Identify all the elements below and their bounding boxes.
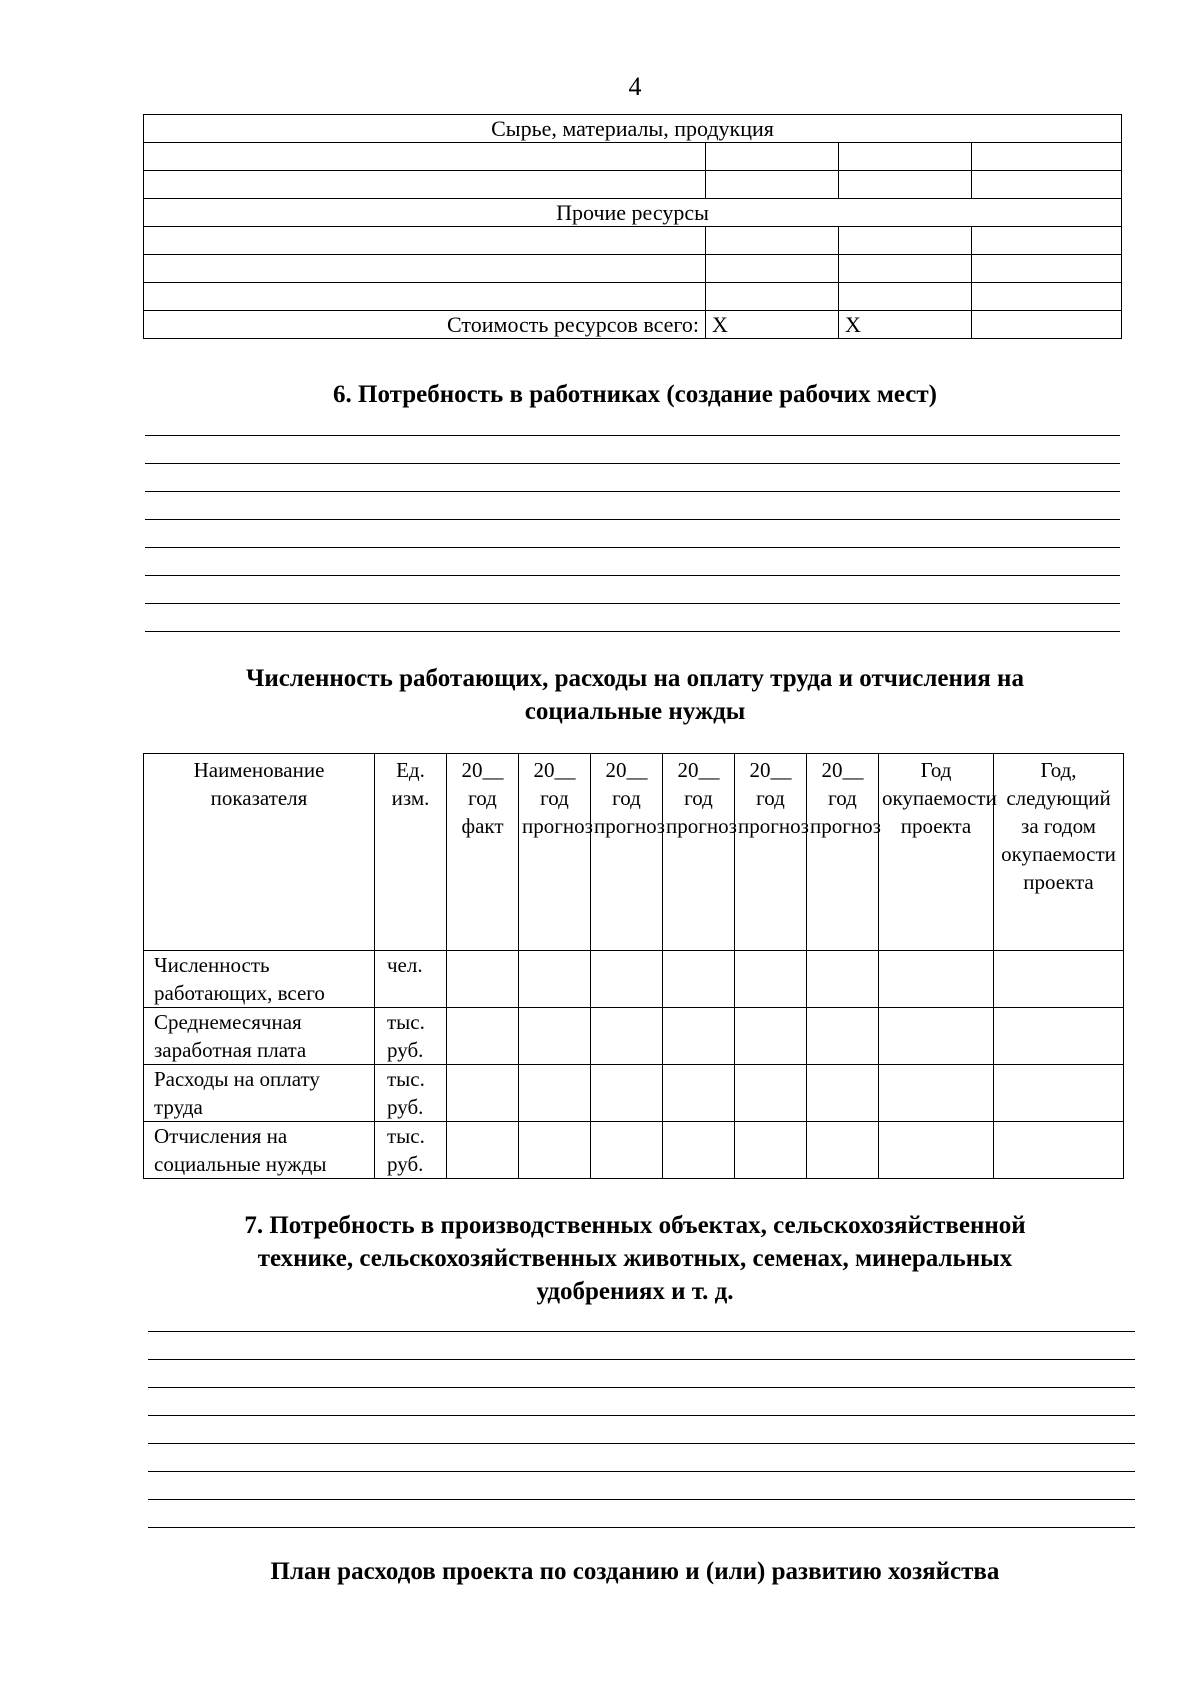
table-cell[interactable]: [706, 283, 839, 311]
value-cell[interactable]: [994, 1122, 1124, 1179]
writing-line[interactable]: [145, 631, 1120, 632]
table-row: [144, 171, 1122, 199]
writing-line[interactable]: [148, 1499, 1135, 1500]
table-row: [144, 1122, 1124, 1179]
table-cell[interactable]: [839, 143, 972, 171]
writing-line[interactable]: [148, 1415, 1135, 1416]
col-header-unit: Ед. изм.: [375, 754, 447, 951]
employees-table: [143, 753, 1124, 1179]
table-cell[interactable]: [972, 255, 1122, 283]
row-unit: тыс. руб.: [375, 1008, 447, 1065]
resources-table: [143, 114, 1122, 339]
value-cell[interactable]: [994, 951, 1124, 1008]
writing-line[interactable]: [145, 463, 1120, 464]
value-cell[interactable]: [735, 1008, 807, 1065]
writing-line[interactable]: [148, 1443, 1135, 1444]
table-cell[interactable]: [144, 227, 706, 255]
section6-heading: 6. Потребность в работниках (создание рабочих мест): [333, 381, 937, 408]
section7-heading-line1: 7. Потребность в производственных объектах, сельскохозяйственной: [244, 1212, 1026, 1239]
writing-line[interactable]: [145, 547, 1120, 548]
value-cell[interactable]: [879, 1065, 994, 1122]
writing-line[interactable]: [145, 575, 1120, 576]
value-cell[interactable]: [447, 951, 519, 1008]
col-header-forecast: 20__ год прогноз: [807, 754, 879, 951]
employees-heading-line2: социальные нужды: [524, 698, 746, 725]
total-value-cell[interactable]: [972, 311, 1122, 339]
col-header-next-year: Год, следующий за годом окупаемости проекта: [994, 754, 1124, 951]
total-col3: Х: [839, 311, 972, 339]
table-cell[interactable]: [706, 227, 839, 255]
value-cell[interactable]: [447, 1065, 519, 1122]
table-row: [144, 283, 1122, 311]
value-cell[interactable]: [663, 1008, 735, 1065]
total-row: [144, 311, 1122, 339]
value-cell[interactable]: [994, 1008, 1124, 1065]
value-cell[interactable]: [807, 1122, 879, 1179]
col-header-forecast: 20__ год прогноз: [519, 754, 591, 951]
value-cell[interactable]: [447, 1122, 519, 1179]
table-header-row: [144, 754, 1124, 951]
writing-line[interactable]: [145, 435, 1120, 436]
section-raw-materials: Сырье, материалы, продукция: [144, 115, 1122, 143]
col-header-fact: 20__ год факт: [447, 754, 519, 951]
table-cell[interactable]: [972, 171, 1122, 199]
value-cell[interactable]: [663, 1122, 735, 1179]
writing-line[interactable]: [145, 491, 1120, 492]
value-cell[interactable]: [807, 1065, 879, 1122]
plan-heading: План расходов проекта по созданию и (или) развитию хозяйства: [270, 1558, 1000, 1585]
table-cell[interactable]: [839, 255, 972, 283]
table-cell[interactable]: [706, 255, 839, 283]
table-cell[interactable]: [144, 143, 706, 171]
table-row: [144, 199, 1122, 227]
section7-heading: [0, 1209, 1200, 1308]
table-cell[interactable]: [144, 255, 706, 283]
table-row: [144, 951, 1124, 1008]
col-header-forecast: 20__ год прогноз: [591, 754, 663, 951]
total-label: Стоимость ресурсов всего:: [144, 311, 706, 339]
value-cell[interactable]: [591, 1122, 663, 1179]
row-label: Отчисления на социальные нужды: [144, 1122, 375, 1179]
value-cell[interactable]: [519, 1122, 591, 1179]
value-cell[interactable]: [591, 951, 663, 1008]
value-cell[interactable]: [879, 1122, 994, 1179]
table-row: [144, 143, 1122, 171]
value-cell[interactable]: [735, 1065, 807, 1122]
total-col2: Х: [706, 311, 839, 339]
table-row: [144, 1008, 1124, 1065]
value-cell[interactable]: [735, 1122, 807, 1179]
row-label: Расходы на оплату труда: [144, 1065, 375, 1122]
value-cell[interactable]: [519, 951, 591, 1008]
row-label: Численность работающих, всего: [144, 951, 375, 1008]
table-cell[interactable]: [972, 227, 1122, 255]
value-cell[interactable]: [663, 1065, 735, 1122]
col-header-name: Наименование показателя: [144, 754, 375, 951]
writing-line[interactable]: [148, 1471, 1135, 1472]
page-number: 4: [628, 72, 642, 101]
value-cell[interactable]: [591, 1008, 663, 1065]
table-cell[interactable]: [706, 171, 839, 199]
value-cell[interactable]: [994, 1065, 1124, 1122]
writing-line[interactable]: [145, 603, 1120, 604]
table-cell[interactable]: [972, 283, 1122, 311]
writing-line[interactable]: [148, 1387, 1135, 1388]
value-cell[interactable]: [519, 1065, 591, 1122]
table-cell[interactable]: [839, 283, 972, 311]
value-cell[interactable]: [663, 951, 735, 1008]
section-other-resources: Прочие ресурсы: [144, 199, 1122, 227]
value-cell[interactable]: [735, 951, 807, 1008]
col-header-payback: Год окупаемости проекта: [879, 754, 994, 951]
writing-line[interactable]: [148, 1331, 1135, 1332]
writing-line[interactable]: [145, 519, 1120, 520]
employees-heading-line1: Численность работающих, расходы на оплату труда и отчисления на: [246, 665, 1024, 692]
table-cell[interactable]: [144, 283, 706, 311]
table-cell[interactable]: [706, 143, 839, 171]
col-header-forecast: 20__ год прогноз: [735, 754, 807, 951]
value-cell[interactable]: [879, 1008, 994, 1065]
value-cell[interactable]: [879, 951, 994, 1008]
section7-heading-line3: удобрениях и т. д.: [536, 1278, 734, 1305]
table-row: [144, 227, 1122, 255]
table-cell[interactable]: [839, 227, 972, 255]
col-header-forecast: 20__ год прогноз: [663, 754, 735, 951]
value-cell[interactable]: [519, 1008, 591, 1065]
value-cell[interactable]: [807, 951, 879, 1008]
row-unit: тыс. руб.: [375, 1122, 447, 1179]
row-label: Среднемесячная заработная плата: [144, 1008, 375, 1065]
section7-heading-line2: технике, сельскохозяйственных животных, семенах, минеральных: [257, 1245, 1013, 1272]
row-unit: чел.: [375, 951, 447, 1008]
table-cell[interactable]: [144, 171, 706, 199]
value-cell[interactable]: [447, 1008, 519, 1065]
table-cell[interactable]: [839, 171, 972, 199]
row-unit: тыс. руб.: [375, 1065, 447, 1122]
table-row: [144, 1065, 1124, 1122]
table-cell[interactable]: [972, 143, 1122, 171]
value-cell[interactable]: [591, 1065, 663, 1122]
table-row: [144, 115, 1122, 143]
table-row: [144, 255, 1122, 283]
value-cell[interactable]: [807, 1008, 879, 1065]
writing-line[interactable]: [148, 1527, 1135, 1528]
employees-heading: [0, 662, 1200, 728]
writing-line[interactable]: [148, 1359, 1135, 1360]
